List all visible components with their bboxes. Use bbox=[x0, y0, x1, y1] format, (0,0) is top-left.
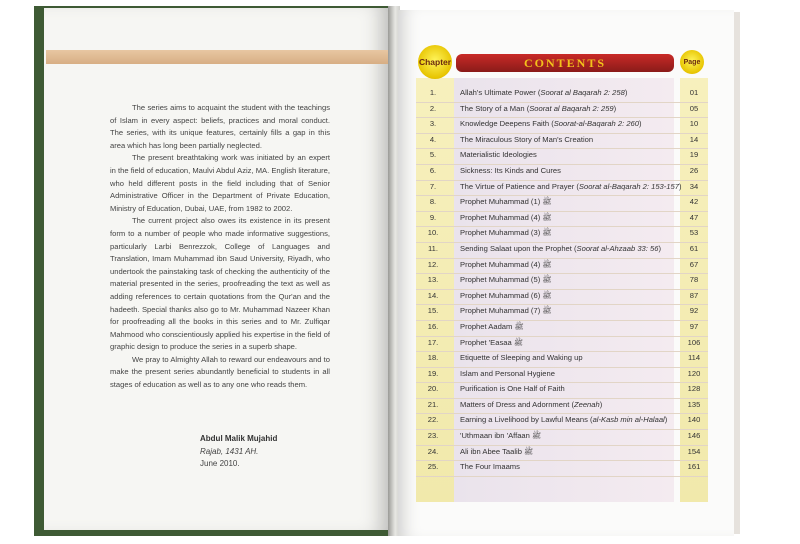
chapter-number: 17. bbox=[427, 337, 439, 347]
page-number: 61 bbox=[689, 243, 699, 253]
toc-row bbox=[416, 274, 708, 290]
toc-row bbox=[416, 446, 708, 462]
chapter-title-text: Prophet Muhammad ﷺ (1) bbox=[460, 197, 552, 207]
signature-date-gregorian: June 2010. bbox=[200, 459, 240, 468]
toc-row bbox=[416, 196, 708, 212]
toc-row bbox=[416, 430, 708, 446]
toc-row bbox=[416, 165, 708, 181]
foreword-paragraph: The current project also owes its existence in its present form to a number of people who made informative suggestions, particularly Larbi Benrezzok, College of Languages and Translation, Imam Muhammad ibn Saud University, Riyadh, who undertook the painstaking task of checking the authenticity of the material presented in the series, proofreading the text as well as adding references to certain quotations from the Qur'an and the hadeeth. Special thanks also go to Mr. Muhammad Nazeer Khan for proofreading all the books in this series and to Mr. Zulfiqar Mahmood who conscientiously applied his expertise in the field of graphic design to produce the series in a superb shape. bbox=[110, 216, 330, 352]
chapter-title bbox=[460, 213, 688, 224]
chapter-number: 20. bbox=[427, 384, 439, 394]
chapter-title: Sending Salaat upon the Prophet (Soorat al-Ahzaab 33: 56) bbox=[460, 243, 661, 253]
chapter-title bbox=[460, 431, 688, 442]
page-number: 106 bbox=[687, 337, 701, 347]
chapter-title-text: Etiquette of Sleeping and Waking up bbox=[460, 353, 583, 363]
foreword-paragraph: The present breathtaking work was initiated by an expert in the field of education, Maulvi Abdul Aziz, MA. English literature, who held different posts in the field including that of Senior Administrative Officer in the Department of Private Education, Ministry of Education, Dubai, UAE, from 1982 to 2002. bbox=[110, 153, 330, 213]
signature-block bbox=[200, 433, 277, 471]
toc-row bbox=[416, 368, 708, 384]
page-number: 67 bbox=[689, 259, 699, 269]
chapter-title bbox=[460, 166, 688, 175]
foreword-paragraph: The series aims to acquaint the student with the teachings of Islam in every aspect: beliefs, practices and moral conduct. The series, with its unique features, certainly fills a gap in this area which has long been partially neglected. bbox=[110, 103, 330, 150]
chapter-number: 4. bbox=[429, 134, 437, 144]
toc-row bbox=[416, 414, 708, 430]
chapter-number: 18. bbox=[427, 353, 439, 363]
chapter-title bbox=[460, 197, 688, 208]
chapter-title: The Story of a Man (Soorat al Baqarah 2: 259) bbox=[460, 103, 617, 113]
page-number: 120 bbox=[687, 368, 701, 378]
chapter-number: 12. bbox=[427, 259, 439, 269]
toc-row bbox=[416, 259, 708, 275]
page-number: 97 bbox=[689, 321, 699, 331]
page-number: 135 bbox=[687, 399, 701, 409]
page-edge bbox=[734, 12, 740, 534]
chapter-title: The Virtue of Patience and Prayer (Soorat al-Baqarah 2: 153-157) bbox=[460, 181, 682, 191]
contents-heading: CONTENTS bbox=[456, 54, 674, 72]
chapter-number: 7. bbox=[429, 181, 437, 191]
toc-row bbox=[416, 134, 708, 150]
foreword-text bbox=[110, 102, 330, 392]
chapter-title bbox=[460, 353, 688, 362]
chapter-title-text: Prophet Muhammad ﷺ (4) bbox=[460, 259, 552, 269]
chapter-title-text: Prophet Muhammad ﷺ (6) bbox=[460, 290, 552, 300]
chapter-title bbox=[460, 338, 688, 349]
toc-row bbox=[416, 352, 708, 368]
toc-row bbox=[416, 383, 708, 399]
chapter-title: Earning a Livelihood by Lawful Means (al-Kasb min al-Halaal) bbox=[460, 415, 668, 425]
toc-row bbox=[416, 243, 708, 259]
left-page-header-band bbox=[46, 50, 388, 64]
toc-row bbox=[416, 103, 708, 119]
chapter-reference: Soorat al-Ahzaab 33: 56 bbox=[576, 243, 659, 253]
chapter-title-text: The Miraculous Story of Man's Creation bbox=[460, 134, 594, 144]
page-number: 19 bbox=[689, 150, 699, 160]
chapter-number: 25. bbox=[427, 462, 439, 472]
chapter-title-text: Purification is One Half of Faith bbox=[460, 384, 565, 394]
chapter-title bbox=[460, 260, 688, 271]
row-divider bbox=[416, 476, 708, 477]
toc-row bbox=[416, 87, 708, 103]
page-number: 10 bbox=[689, 119, 699, 129]
page-badge-icon bbox=[680, 50, 704, 74]
chapter-reference: Soorat al-Baqarah 2: 153-157 bbox=[578, 181, 679, 191]
chapter-title-text: Sickness: Its Kinds and Cures bbox=[460, 165, 561, 175]
toc-row bbox=[416, 321, 708, 337]
toc-row bbox=[416, 461, 708, 477]
toc-row bbox=[416, 305, 708, 321]
chapter-badge-icon bbox=[418, 45, 452, 79]
toc-row bbox=[416, 290, 708, 306]
chapter-number: 1. bbox=[429, 88, 437, 97]
chapter-number: 16. bbox=[427, 321, 439, 331]
page-number: 34 bbox=[689, 181, 699, 191]
page-number: 78 bbox=[689, 275, 699, 285]
chapter-number: 14. bbox=[427, 290, 439, 300]
chapter-title-text: 'Uthmaan ibn 'Affaan ﷺ bbox=[460, 431, 542, 441]
chapter-number: 5. bbox=[429, 150, 437, 160]
toc-row bbox=[416, 149, 708, 165]
page-label: Page bbox=[683, 58, 701, 66]
chapter-number: 22. bbox=[427, 415, 439, 425]
toc-row bbox=[416, 212, 708, 228]
chapter-title-text: Prophet Muhammad ﷺ (7) bbox=[460, 306, 552, 316]
toc-row bbox=[416, 337, 708, 353]
chapter-number: 11. bbox=[428, 243, 438, 253]
chapter-title-text: The Story of a Man bbox=[460, 103, 525, 113]
page-number: 128 bbox=[687, 384, 701, 394]
chapter-reference: al-Kasb min al-Halaal bbox=[592, 415, 665, 425]
page-number: 01 bbox=[689, 88, 699, 97]
chapter-number: 8. bbox=[429, 197, 437, 207]
chapter-number: 10. bbox=[427, 228, 439, 238]
chapter-number: 6. bbox=[429, 165, 437, 175]
chapter-title-text: The Four Imaams bbox=[460, 462, 520, 472]
chapter-number: 13. bbox=[427, 275, 439, 285]
toc-row bbox=[416, 399, 708, 415]
chapter-title-text: Sending Salaat upon the Prophet bbox=[460, 243, 572, 253]
signature-date-hijri: Rajab, 1431 AH. bbox=[200, 446, 259, 456]
toc-row bbox=[416, 227, 708, 243]
chapter-title-text: The Virtue of Patience and Prayer bbox=[460, 181, 575, 191]
chapter-number: 15. bbox=[427, 306, 439, 316]
page-number: 161 bbox=[687, 462, 701, 472]
page-number: 114 bbox=[687, 353, 701, 363]
chapter-number: 24. bbox=[427, 446, 439, 456]
page-number: 26 bbox=[689, 165, 699, 175]
chapter-title-text: Ali ibn Abee Taalib ﷺ bbox=[460, 446, 534, 456]
chapter-title bbox=[460, 275, 688, 286]
chapter-title-text: Prophet Muhammad ﷺ (5) bbox=[460, 275, 552, 285]
chapter-title-text: Prophet Muhammad ﷺ (3) bbox=[460, 228, 552, 238]
chapter-title-text: Prophet Muhammad ﷺ (4) bbox=[460, 212, 552, 222]
chapter-number: 9. bbox=[429, 212, 437, 222]
chapter-reference: Soorat-al-Baqarah 2: 260 bbox=[553, 119, 639, 129]
chapter-title bbox=[460, 322, 688, 333]
chapter-title bbox=[460, 369, 688, 378]
chapter-number: 3. bbox=[429, 119, 437, 129]
chapter-title-text: Knowledge Deepens Faith bbox=[460, 119, 550, 129]
page-number: 146 bbox=[687, 431, 701, 441]
chapter-reference: Zeenah bbox=[573, 399, 600, 409]
foreword-paragraph: We pray to Almighty Allah to reward our endeavours and to make the present series abundantly beneficial to students in all stages of education as well as to any one who reads them. bbox=[110, 354, 330, 390]
chapter-title-text: Prophet 'Easaa ﷺ bbox=[460, 337, 523, 347]
chapter-title bbox=[460, 306, 688, 317]
page-number: 05 bbox=[689, 103, 699, 113]
chapter-number: 21. bbox=[427, 399, 439, 409]
chapter-title: Knowledge Deepens Faith (Soorat-al-Baqarah 2: 260) bbox=[460, 119, 642, 129]
page-number: 140 bbox=[687, 415, 701, 425]
chapter-title bbox=[460, 228, 688, 239]
page-number: 53 bbox=[689, 228, 699, 238]
chapter-title bbox=[460, 384, 688, 393]
chapter-title bbox=[460, 135, 688, 144]
toc-row bbox=[416, 118, 708, 134]
chapter-title-text: Matters of Dress and Adornment bbox=[460, 399, 570, 409]
page-number: 47 bbox=[689, 212, 699, 222]
page-number: 42 bbox=[689, 197, 699, 207]
chapter-title: Matters of Dress and Adornment (Zeenah) bbox=[460, 399, 603, 409]
table-of-contents bbox=[416, 87, 708, 477]
chapter-title bbox=[460, 447, 688, 458]
chapter-reference: Soorat al Baqarah 2: 258 bbox=[540, 88, 625, 97]
chapter-title bbox=[460, 291, 688, 302]
chapter-number: 19. bbox=[427, 368, 439, 378]
chapter-label: Chapter bbox=[418, 57, 452, 67]
toc-row bbox=[416, 181, 708, 197]
page-number: 154 bbox=[687, 446, 701, 456]
signature-name: Abdul Malik Mujahid bbox=[200, 434, 278, 443]
chapter-title-text: Islam and Personal Hygiene bbox=[460, 368, 555, 378]
page-number: 92 bbox=[689, 306, 699, 316]
chapter-title-text: Allah's Ultimate Power bbox=[460, 88, 536, 97]
chapter-number: 23. bbox=[427, 431, 439, 441]
chapter-number: 2. bbox=[429, 103, 437, 113]
chapter-reference: Soorat al Baqarah 2: 259 bbox=[529, 103, 614, 113]
page-number: 87 bbox=[689, 290, 699, 300]
chapter-title-text: Earning a Livelihood by Lawful Means bbox=[460, 415, 588, 425]
chapter-title: Allah's Ultimate Power (Soorat al Baqarah 2: 258) bbox=[460, 88, 628, 97]
chapter-title-text: Prophet Aadam ﷺ bbox=[460, 321, 524, 331]
chapter-title bbox=[460, 462, 688, 471]
page-number: 14 bbox=[689, 134, 699, 144]
chapter-title-text: Materialistic Ideologies bbox=[460, 150, 537, 160]
chapter-title bbox=[460, 150, 688, 159]
